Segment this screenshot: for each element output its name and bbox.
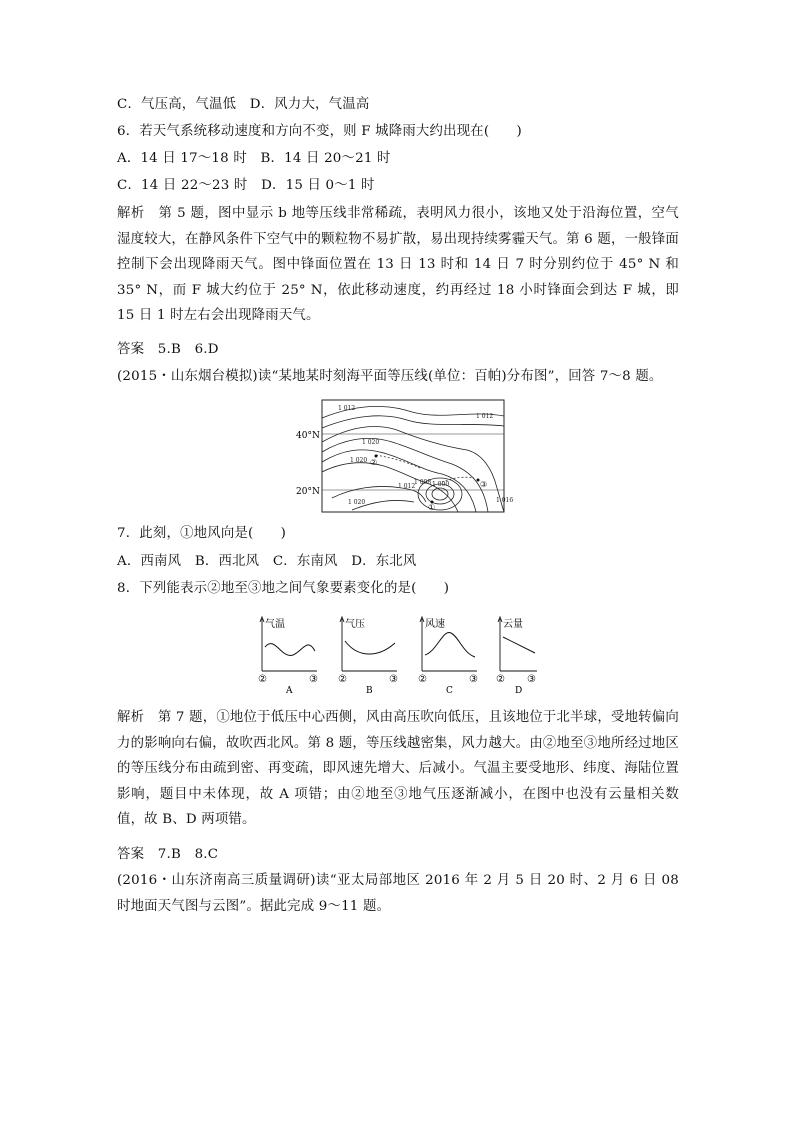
q6-options-ab: A．14 日 17～18 时 B．14 日 20～21 时	[117, 151, 391, 166]
isobar-label: 1 020	[350, 457, 368, 464]
intro-9-11-text: (2016・山东济南高三质量调研)读“亚太局部地区 2016 年 2 月 5 日 20 时、2 月 6 日 08 时地面天气图与云图”。据此完成 9～11 题。	[117, 873, 679, 914]
isobar-label: 1 016	[496, 497, 514, 504]
q6-options-cd: C．14 日 22～23 时 D．15 日 0～1 时	[117, 178, 375, 193]
chart-c-label: C	[446, 686, 453, 695]
chart-a	[258, 617, 318, 695]
chart-a-from: ②	[258, 674, 267, 685]
chart-a-label: A	[286, 686, 293, 695]
point-2-label: ②	[370, 458, 378, 467]
chart-c-to: ③	[469, 674, 478, 685]
isobar-map	[292, 398, 522, 514]
option-charts	[257, 613, 537, 695]
chart-d	[496, 617, 537, 695]
front-line	[376, 455, 420, 468]
point-1-label: ①	[428, 503, 436, 512]
chart-c	[418, 617, 478, 695]
lat-label-20: 20°N	[296, 487, 320, 497]
chart-c-ylabel: 风速	[425, 619, 445, 630]
isobar-label: 1 020	[348, 499, 366, 506]
chart-b-label: B	[366, 686, 373, 695]
q5-option-cd: C．气压高，气温低 D．风力大，气温高	[117, 97, 370, 112]
intro-9-11	[117, 868, 679, 919]
intro-7-8: (2015・山东烟台模拟)读“某地某时刻海平面等压线(单位：百帕)分布图”，回答 7～8 题。	[117, 369, 663, 384]
explanation-7-8-text: 解析 第 7 题，①地位于低压中心西侧，风由高压吹向低压，且该地位于北半球，受地转偏向力的影响向右偏，故吹西北风。第 8 题，等压线越密集，风力越大。由②地至③地所经过地区的等压线分布由疏到密、再变疏，即风速先增大、后减小。气温主要受地形、纬度、海陆位置影响，题目中未体现，故 A 项错；由②地至③地气压逐渐减小，在图中也没有云量相关数值，故 B、D 两项错。	[117, 710, 679, 827]
lat-label-40: 40°N	[296, 431, 320, 441]
chart-d-ylabel: 云量	[503, 619, 523, 630]
chart-b-ylabel: 气压	[345, 619, 365, 630]
isobar-label: 1 012	[338, 405, 356, 412]
chart-b-to: ③	[389, 674, 398, 685]
answer-7-8: 答案 7.B 8.C	[117, 847, 219, 862]
chart-a-to: ③	[309, 674, 318, 685]
isobar-label: 1 012	[476, 413, 494, 420]
explanation-5-6-text: 解析 第 5 题，图中显示 b 地等压线非常稀疏，表明风力很小，该地又处于沿海位置，空气湿度较大，在静风条件下空气中的颗粒物不易扩散，易出现持续雾霾天气。第 6 题，一般锋面控制下会出现降雨天气。图中锋面位置在 13 日 13 时和 14 日 7 时分别约位于 45° N 和 35° N，而 F 城大约位于 25° N，依此移动速度，约再经过 18 小时锋面会到达 F 城，即 15 日 1 时左右会出现降雨天气。	[117, 206, 679, 323]
chart-c-from: ②	[418, 674, 427, 685]
chart-d-to: ③	[527, 674, 536, 685]
question-8: 8．下列能表示②地至③地之间气象要素变化的是( )	[117, 581, 450, 596]
isobar-label: 1 008	[414, 479, 432, 486]
answer-5-6: 答案 5.B 6.D	[117, 342, 219, 357]
isobar-label: 1 000	[432, 481, 450, 488]
isobar-label: 1 020	[362, 439, 380, 446]
chart-d-label: D	[515, 686, 523, 695]
chart-a-ylabel: 气温	[265, 619, 285, 630]
point-3-label: ③	[480, 480, 488, 489]
question-7: 7．此刻，①地风向是( )	[117, 526, 287, 541]
explanation-5-6	[117, 201, 679, 329]
q7-options: A．西南风 B．西北风 C．东南风 D．东北风	[117, 554, 417, 569]
chart-b	[338, 617, 398, 695]
question-6: 6．若天气系统移动速度和方向不变，则 F 城降雨大约出现在( )	[117, 124, 522, 139]
chart-d-from: ②	[496, 674, 505, 685]
isobar-label: 1 012	[398, 483, 416, 490]
chart-b-from: ②	[338, 674, 347, 685]
explanation-7-8	[117, 705, 679, 833]
